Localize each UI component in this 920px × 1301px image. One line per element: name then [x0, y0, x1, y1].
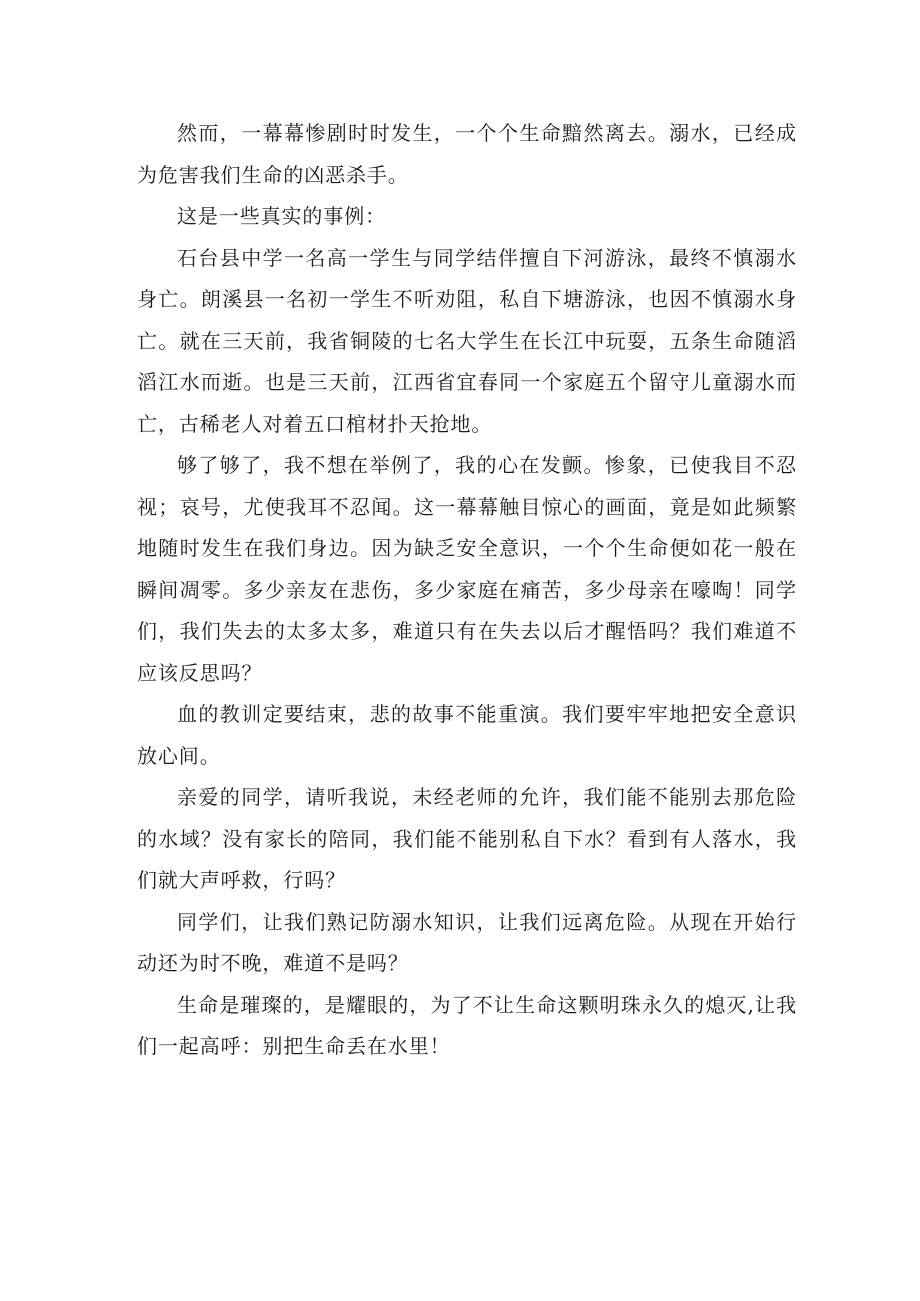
paragraph-3: 石台县中学一名高一学生与同学结伴擅自下河游泳，最终不慎溺水身亡。朗溪县一名初一学生不听劝阻，私自下塘游泳，也因不慎溺水身亡。就在三天前，我省铜陵的七名大学生在长江中玩耍，五条生命随滔滔江水而逝。也是三天前，江西省宜春同一个家庭五个留守儿童溺水而亡，古稀老人对着五口棺材扑天抢地。 — [137, 245, 797, 436]
paragraph-4: 够了够了，我不想在举例了，我的心在发颤。惨象，已使我目不忍视；哀号，尤使我耳不忍闻。这一幕幕触目惊心的画面，竟是如此频繁地随时发生在我们身边。因为缺乏安全意识，一个个生命便如花一般在瞬间凋零。多少亲友在悲伤，多少家庭在痛苦，多少母亲在嚎啕！同学们，我们失去的太多太多，难道只有在失去以后才醒悟吗？我们难道不应该反思吗？ — [137, 453, 797, 685]
paragraph-1: 然而，一幕幕惨剧时时发生，一个个生命黯然离去。溺水，已经成为危害我们生命的凶恶杀手。 — [137, 121, 797, 187]
paragraph-2: 这是一些真实的事例： — [177, 204, 386, 228]
paragraph-8: 生命是璀璨的，是耀眼的，为了不让生命这颗明珠永久的熄灭,让我们一起高呼：别把生命丢在水里！ — [137, 992, 797, 1058]
paragraph-7: 同学们，让我们熟记防溺水知识，让我们远离危险。从现在开始行动还为时不晚，难道不是吗？ — [137, 909, 797, 975]
document-body — [137, 113, 797, 1068]
paragraph-5: 血的教训定要结束，悲的故事不能重演。我们要牢牢地把安全意识放心间。 — [137, 702, 797, 768]
paragraph-6: 亲爱的同学，请听我说，未经老师的允许，我们能不能别去那危险的水域？没有家长的陪同，我们能不能别私自下水？看到有人落水，我们就大声呼救，行吗？ — [137, 785, 797, 892]
